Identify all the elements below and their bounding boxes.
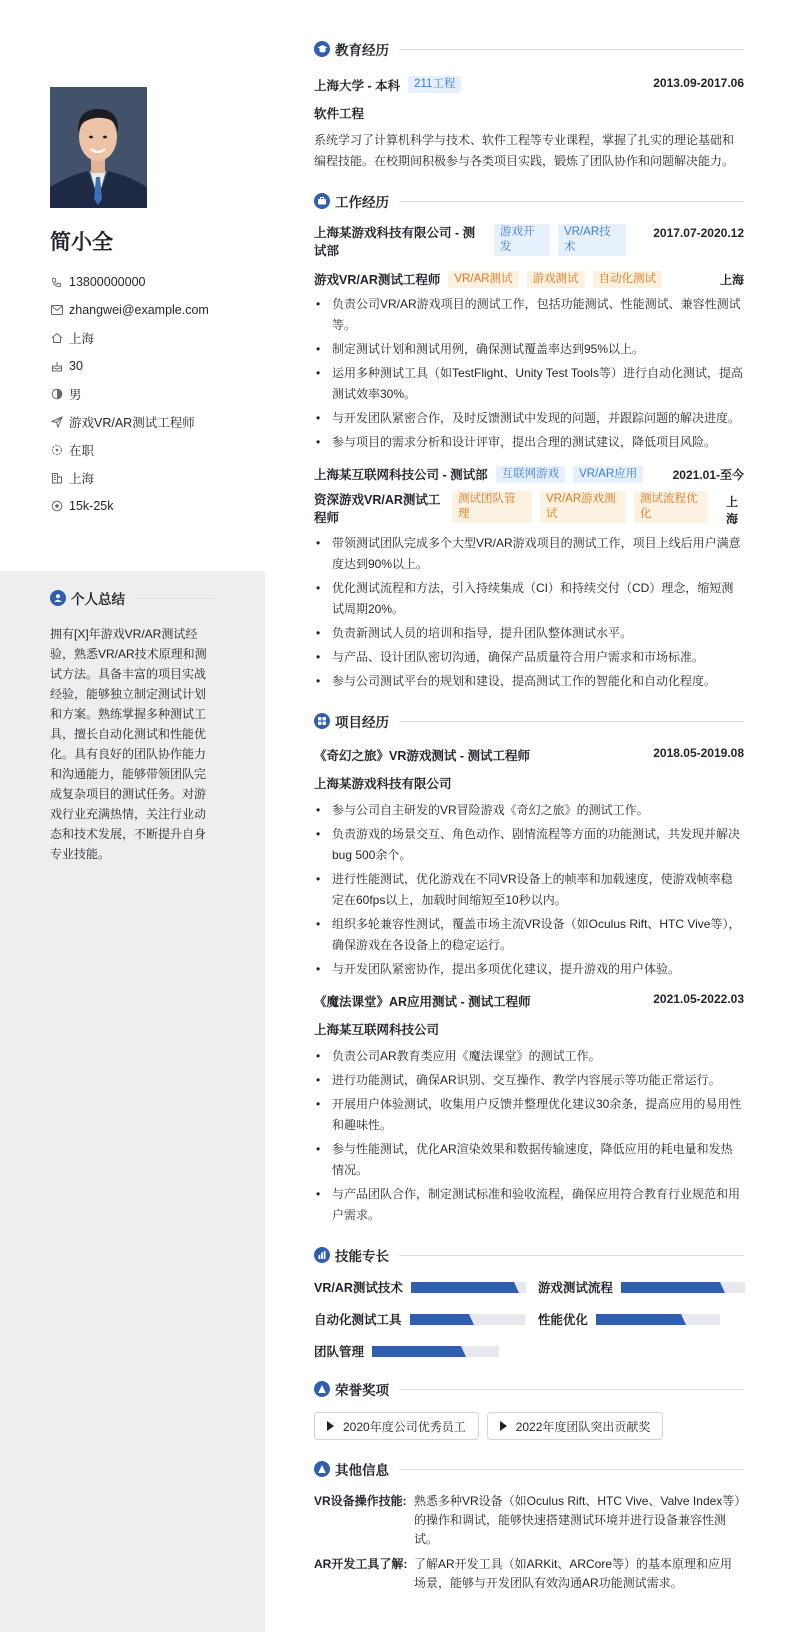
salary-icon [50, 500, 63, 513]
job-company-row [314, 224, 744, 260]
list-item: • 参与公司自主研发的VR冒险游戏《奇幻之旅》的测试工作。 [314, 800, 744, 821]
honor-chip [314, 1412, 479, 1440]
skill-item [314, 1310, 526, 1328]
company-tag: VR/AR应用 [573, 466, 643, 483]
job-company: 上海某互联网科技公司 - 测试部 [314, 468, 488, 482]
list-item: • 开展用户体验测试，收集用户反馈并整理优化建议30余条，提高应用的易用性和趣味性。 [314, 1094, 744, 1136]
summary-title: 个人总结 [71, 592, 125, 608]
list-item: • 制定测试计划和测试用例，确保测试覆盖率达到95%以上。 [314, 339, 744, 360]
honor-label: 2022年度团队突出贡献奖 [515, 1419, 651, 1434]
cake-icon [50, 360, 63, 373]
skill-bar [596, 1314, 720, 1325]
skills-header [314, 1244, 744, 1266]
section-divider [399, 1389, 744, 1390]
info-location [50, 324, 209, 352]
role-tag: VR/AR测试 [448, 271, 518, 288]
job-date: 2021.01-至今 [672, 467, 744, 482]
list-item: • 运用多种测试工具（如TestFlight、Unity Test Tools等）进行自动化测试，提高测试效率30%。 [314, 363, 744, 405]
list-item: • 优化测试流程和方法，引入持续集成（CI）和持续交付（CD）理念，缩短测试周期20%。 [314, 578, 744, 620]
info-status [50, 436, 209, 464]
list-item: • 进行性能测试，优化游戏在不同VR设备上的帧率和加载速度，使游戏帧率稳定在60fps以上，加载时间缩短至10秒以内。 [314, 869, 744, 911]
projects-title: 项目经历 [335, 715, 389, 730]
main-content [314, 38, 744, 1611]
skill-name: 团队管理 [314, 1345, 365, 1359]
school-tag: 211工程 [408, 76, 461, 93]
job-entry [314, 224, 744, 453]
info-email-text: zhangwei@example.com [69, 303, 209, 317]
info-age [50, 352, 209, 380]
role-tag: VR/AR游戏测试 [540, 491, 626, 523]
skill-item [538, 1310, 745, 1328]
send-icon [50, 416, 63, 429]
other-label: AR开发工具了解: [314, 1557, 408, 1571]
contact-info-list [50, 268, 209, 520]
skill-bar [410, 1314, 525, 1325]
job-role: 资深游戏VR/AR测试工程师 [314, 493, 441, 525]
projects-section [314, 710, 744, 1226]
skill-item [314, 1342, 526, 1360]
work-header [314, 190, 744, 212]
honors-title: 荣誉奖项 [335, 1383, 389, 1398]
info-salary [50, 492, 209, 520]
building-icon [50, 472, 63, 485]
list-item: • 负责公司AR教育类应用《魔法课堂》的测试工作。 [314, 1046, 744, 1067]
list-item: • 与产品团队合作，制定测试标准和验收流程，确保应用符合教育行业规范和用户需求。 [314, 1184, 744, 1226]
info-city [50, 464, 209, 492]
mail-icon [50, 304, 63, 317]
job-company: 上海某游戏科技有限公司 - 测试部 [314, 226, 476, 258]
info-gender-text: 男 [69, 388, 82, 402]
job-role: 游戏VR/AR测试工程师 [314, 273, 441, 287]
info-position-text: 游戏VR/AR测试工程师 [69, 416, 195, 430]
skill-bar-fill [411, 1282, 515, 1293]
honor-chip [487, 1412, 664, 1440]
section-divider [399, 1255, 744, 1256]
grid-icon [314, 713, 330, 729]
list-item: • 进行功能测试，确保AR识别、交互操作、教学内容展示等功能正常运行。 [314, 1070, 744, 1091]
play-icon [327, 1421, 334, 1431]
honors-list [314, 1412, 744, 1440]
info-age-text: 30 [69, 359, 83, 373]
info-phone [50, 268, 209, 296]
list-item: • 参与公司测试平台的规划和建设，提高测试工作的智能化和自动化程度。 [314, 671, 744, 692]
project-entry [314, 746, 744, 980]
education-header [314, 38, 744, 60]
list-item: • 与开发团队紧密协作，提出多项优化建议，提升游戏的用户体验。 [314, 959, 744, 980]
section-divider [135, 598, 215, 599]
project-title-row [314, 746, 744, 764]
list-item: • 带领测试团队完成多个大型VR/AR游戏项目的测试工作，项目上线后用户满意度达到90%以上。 [314, 533, 744, 575]
honor-label: 2020年度公司优秀员工 [343, 1419, 466, 1434]
role-tag: 游戏测试 [527, 271, 585, 288]
skill-bar-fill [410, 1314, 470, 1325]
bar-chart-icon [314, 1247, 330, 1263]
list-item: • 负责公司VR/AR游戏项目的测试工作，包括功能测试、性能测试、兼容性测试等。 [314, 294, 744, 336]
project-name: 《奇幻之旅》VR游戏测试 - 测试工程师 [314, 749, 530, 763]
info-gender [50, 380, 209, 408]
project-date: 2021.05-2022.03 [653, 992, 744, 1006]
skills-title: 技能专长 [335, 1249, 389, 1264]
education-major: 软件工程 [314, 107, 365, 121]
info-icon [314, 1461, 330, 1477]
skill-bar-fill [621, 1282, 720, 1293]
phone-icon [50, 276, 63, 289]
job-city: 上海 [726, 495, 739, 526]
project-bullets [314, 800, 744, 980]
project-name: 《魔法课堂》AR应用测试 - 测试工程师 [314, 995, 531, 1009]
section-divider [399, 201, 744, 202]
skill-name: VR/AR测试技术 [314, 1281, 403, 1295]
job-bullets [314, 533, 744, 692]
job-date: 2017.07-2020.12 [653, 226, 744, 240]
list-item: • 负责新测试人员的培训和指导，提升团队整体测试水平。 [314, 623, 744, 644]
project-date: 2018.05-2019.08 [653, 746, 744, 760]
work-section [314, 190, 744, 692]
skill-name: 游戏测试流程 [537, 1281, 613, 1295]
graduation-cap-icon [314, 41, 330, 57]
list-item: • 负责游戏的场景交互、角色动作、剧情流程等方面的功能测试，共发现并解决bug 500余个。 [314, 824, 744, 866]
education-description: 系统学习了计算机科学与技术、软件工程等专业课程，掌握了扎实的理论基础和编程技能。在校期间积极参与各类项目实践，锻炼了团队协作和问题解决能力。 [314, 133, 735, 168]
other-header [314, 1458, 744, 1480]
skill-name: 性能优化 [537, 1313, 588, 1327]
info-city-text: 上海 [69, 472, 95, 486]
list-item: • 组织多轮兼容性测试，覆盖市场主流VR设备（如Oculus Rift、HTC Vive等），确保游戏在各设备上的稳定运行。 [314, 914, 744, 956]
other-value: 熟悉多种VR设备（如Oculus Rift、HTC Vive、Valve Index等）的操作和调试，能够快速搭建测试环境并进行设备兼容性测试。 [414, 1494, 741, 1546]
skill-item [538, 1278, 745, 1296]
other-value: 了解AR开发工具（如ARKit、ARCore等）的基本原理和应用场景，能够与开发团队有效沟通AR功能测试需求。 [414, 1557, 733, 1590]
education-date: 2013.09-2017.06 [653, 76, 744, 90]
info-status-text: 在职 [69, 444, 95, 458]
education-title: 教育经历 [335, 43, 389, 58]
project-title-row [314, 992, 744, 1010]
work-title: 工作经历 [335, 195, 389, 210]
project-company: 上海某互联网科技公司 [314, 1023, 440, 1037]
education-section [314, 38, 744, 172]
skill-bar [411, 1282, 526, 1293]
summary-text: 拥有[X]年游戏VR/AR测试经验，熟悉VR/AR技术原理和测试方法。具备丰富的项目实战经验，能够独立制定测试计划和方案。熟练掌握多种测试工具，擅长自动化测试和性能优化。具有良好的团队协作能力和沟通能力，能够带领团队完成复杂项目的测试任务。对游戏行业充满热情，关注行业动态和技术发展，不断提升自身专业技能。 [50, 627, 207, 861]
company-tag: VR/AR技术 [558, 224, 626, 256]
candidate-name: 简小全 [50, 230, 113, 254]
company-tag: 游戏开发 [494, 224, 550, 256]
section-divider [399, 721, 744, 722]
info-email [50, 296, 209, 324]
job-company-row [314, 465, 744, 483]
project-company: 上海某游戏科技有限公司 [314, 777, 452, 791]
education-school-row [314, 76, 744, 94]
other-section [314, 1458, 744, 1593]
other-title: 其他信息 [335, 1463, 389, 1478]
summary-section-header [50, 588, 215, 608]
other-item [314, 1555, 744, 1593]
role-tag: 测试流程优化 [634, 491, 708, 523]
play-icon [500, 1421, 507, 1431]
honors-section [314, 1378, 744, 1440]
info-location-text: 上海 [69, 332, 95, 346]
home-icon [50, 332, 63, 345]
skill-bar-fill [372, 1346, 461, 1357]
skill-bar [621, 1282, 745, 1293]
section-divider [399, 1469, 744, 1470]
list-item: • 与产品、设计团队密切沟通，确保产品质量符合用户需求和市场标准。 [314, 647, 744, 668]
skill-bar-fill [596, 1314, 682, 1325]
section-divider [399, 49, 744, 50]
job-role-row [314, 270, 744, 288]
info-salary-text: 15k-25k [69, 499, 114, 513]
skills-section [314, 1244, 744, 1360]
skill-item [314, 1278, 526, 1296]
role-tag: 测试团队管理 [452, 491, 532, 523]
job-city: 上海 [719, 272, 744, 287]
company-tag: 互联网游戏 [496, 466, 566, 483]
job-role-row [314, 491, 744, 527]
other-label: VR设备操作技能: [314, 1494, 407, 1508]
list-item: • 参与项目的需求分析和设计评审，提出合理的测试建议，降低项目风险。 [314, 432, 744, 453]
projects-header [314, 710, 744, 732]
school-name: 上海大学 - 本科 [314, 79, 401, 93]
project-bullets [314, 1046, 744, 1226]
status-icon [50, 444, 63, 457]
honors-header [314, 1378, 744, 1400]
skill-name: 自动化测试工具 [314, 1313, 402, 1327]
project-entry [314, 992, 744, 1226]
other-item [314, 1492, 744, 1549]
briefcase-icon [314, 193, 330, 209]
job-entry [314, 465, 744, 692]
role-tag: 自动化测试 [593, 271, 663, 288]
list-item: • 与开发团队紧密合作，及时反馈测试中发现的问题，并跟踪问题的解决进度。 [314, 408, 744, 429]
skill-bar [372, 1346, 499, 1357]
job-bullets [314, 294, 744, 453]
list-item: • 参与性能测试，优化AR渲染效果和数据传输速度，降低应用的耗电量和发热情况。 [314, 1139, 744, 1181]
gender-icon [50, 388, 63, 401]
sidebar [0, 0, 265, 1632]
info-position [50, 408, 209, 436]
award-icon [314, 1381, 330, 1397]
skills-grid [314, 1278, 744, 1360]
user-icon [50, 590, 66, 606]
info-phone-text: 13800000000 [69, 275, 146, 289]
profile-photo [50, 87, 147, 208]
